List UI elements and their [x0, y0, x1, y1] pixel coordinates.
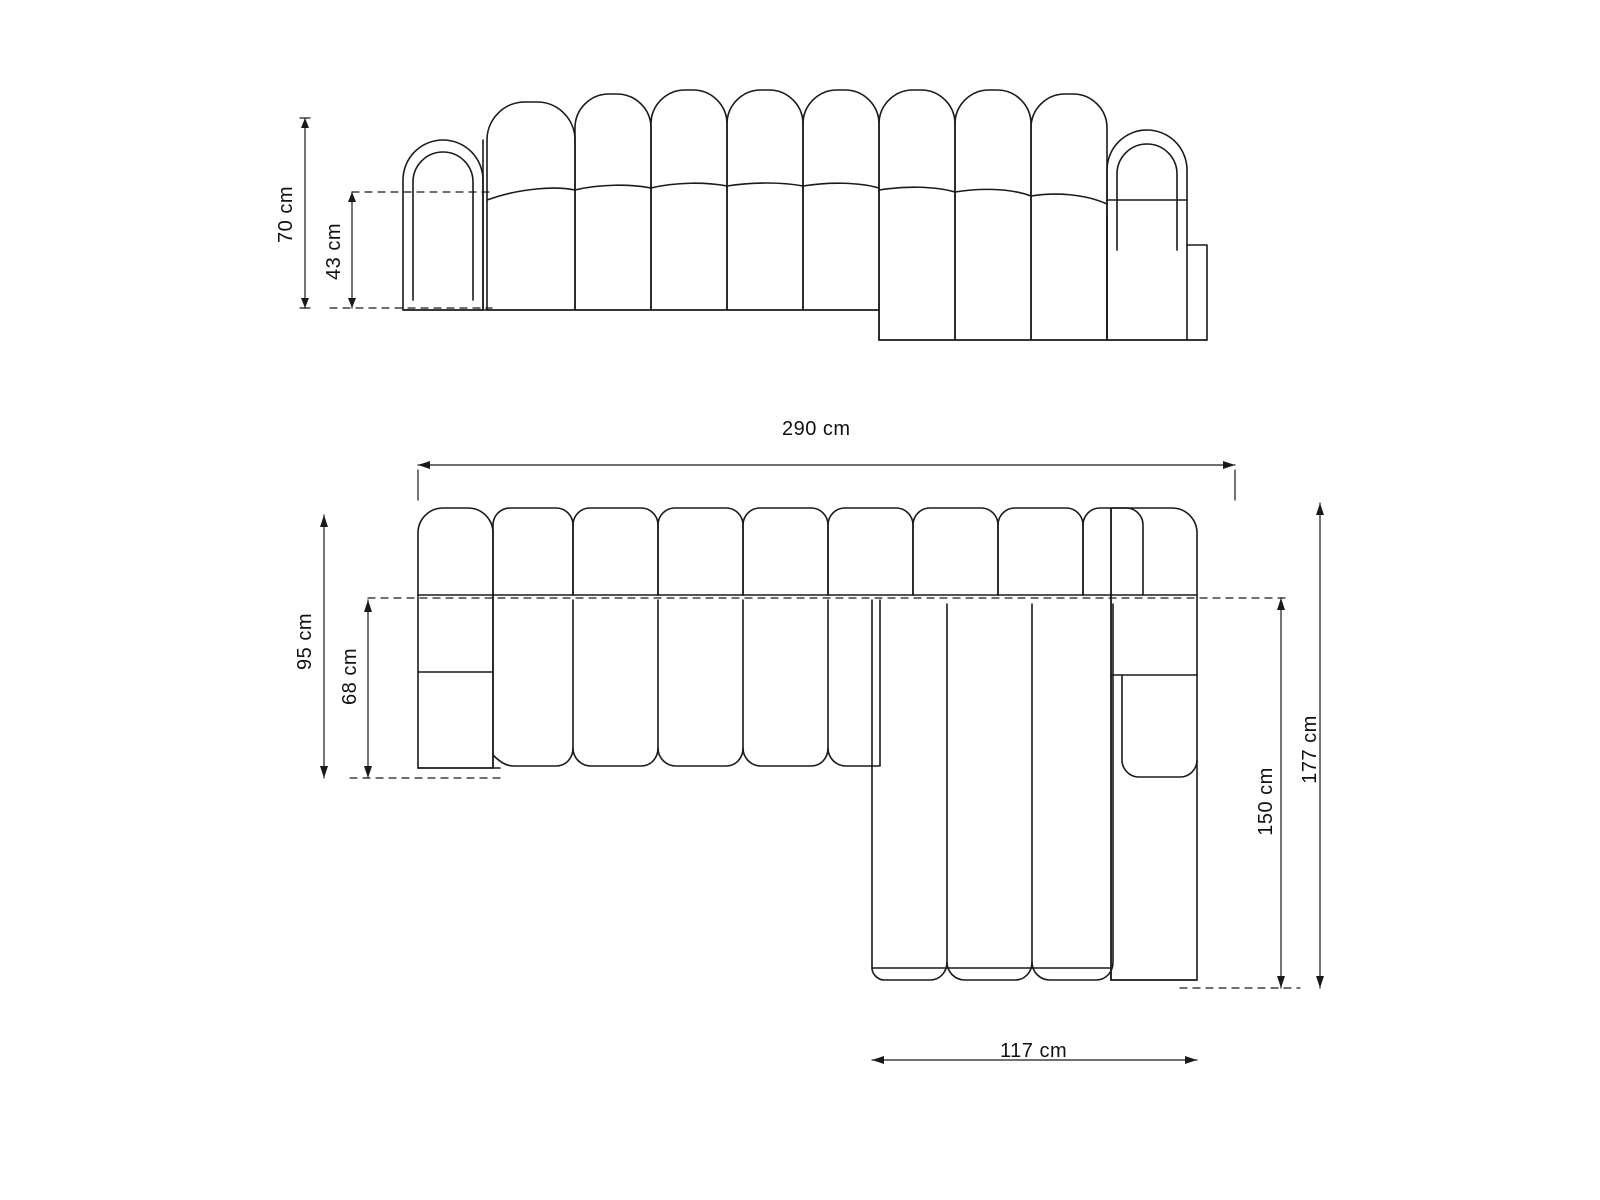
dimension-label-overall-height: 70 cm: [274, 186, 297, 243]
dimension-label-overall-depth: 177 cm: [1298, 715, 1321, 784]
dimension-label-chaise-depth: 150 cm: [1254, 767, 1277, 836]
dimension-label-seat-height: 43 cm: [322, 223, 345, 280]
dimension-label-overall-width: 290 cm: [782, 418, 851, 440]
front-elevation-outline: [403, 90, 1207, 340]
plan-view-outline: [418, 508, 1197, 980]
dimension-label-seat-depth: 68 cm: [338, 648, 361, 705]
dimension-label-chaise-width: 117 cm: [1000, 1040, 1068, 1062]
dimension-label-back-depth: 95 cm: [293, 613, 316, 670]
